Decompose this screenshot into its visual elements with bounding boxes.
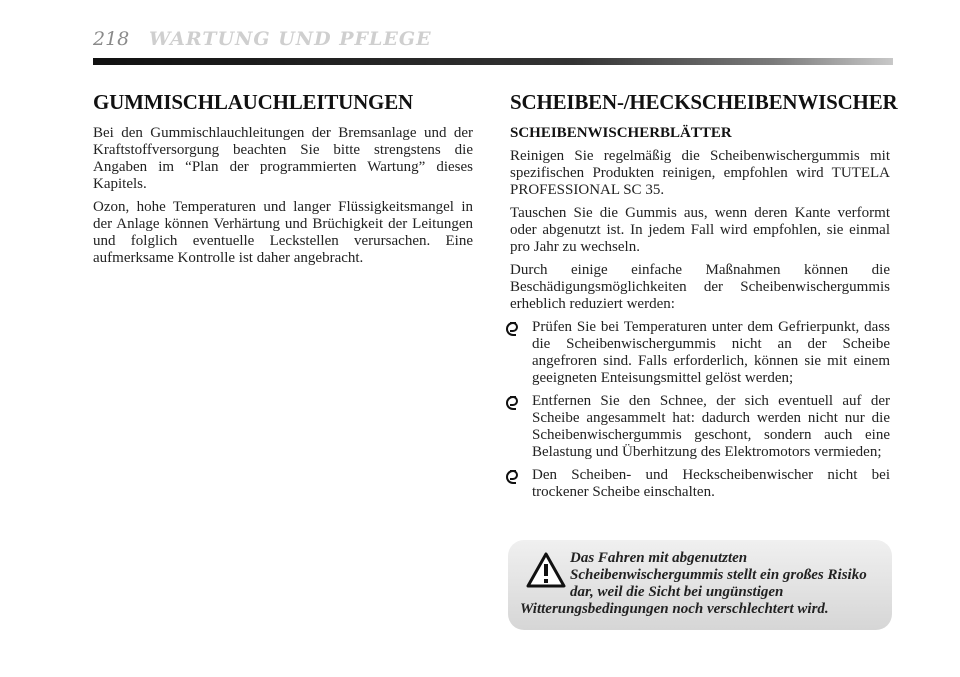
warning-text: Das Fahren mit abgenutzten Scheibenwischergummis stellt ein großes Risiko dar, weil die Sicht bei ungünstigen Witterungsbedingungen noch verschlechtert wird. — [520, 550, 867, 617]
paragraph-hoses-2: Ozon, hohe Temperaturen und langer Flüssigkeitsmangel in der Anlage können Verhärtung und Brüchigkeit der Leitungen und folglich eventuelle Leckstellen verursachen. Eine aufmerksame Kontrolle ist daher angebracht. — [93, 199, 473, 266]
list-item — [510, 467, 890, 501]
warning-text-block — [520, 550, 880, 618]
section-title: WARTUNG UND PFLEGE — [149, 28, 432, 50]
paragraph-hoses-1: Bei den Gummischlauchleitungen der Bremsanlage und der Kraftstoffversorgung beachten Sie bitte strengstens die Angaben im “Plan der programmierten Wartung” dieses Kapitels. — [93, 125, 473, 192]
heading-wipers: SCHEIBEN-/HECKSCHEIBENWISCHER — [510, 90, 898, 114]
warning-box — [508, 540, 892, 630]
bullet-text: Den Scheiben- und Heckscheibenwischer nicht bei trockener Scheibe einschalten. — [532, 467, 890, 500]
bullet-icon — [510, 322, 518, 332]
bullet-icon — [510, 396, 518, 406]
bullet-list — [510, 319, 890, 501]
paragraph-wipers-2: Tauschen Sie die Gummis aus, wenn deren Kante verformt oder abgenutzt ist. In jedem Fall wird empfohlen, sie einmal pro Jahr zu wechseln. — [510, 205, 890, 255]
header-rule — [93, 58, 893, 65]
subheading-wiper-blades: SCHEIBENWISCHERBLÄTTER — [510, 125, 732, 141]
heading-rubber-hoses: GUMMISCHLAUCHLEITUNGEN — [93, 90, 413, 114]
right-column — [510, 90, 898, 507]
bullet-text: Entfernen Sie den Schnee, der sich eventuell auf der Scheibe angesammelt hat: dadurch werden nicht nur die Scheibenwischergummis geschont, sondern auch eine Belastung und Überhitzung des Elektromotors vermieden; — [532, 393, 890, 460]
bullet-icon — [510, 470, 518, 480]
page-number: 218 — [93, 28, 130, 50]
page-header — [93, 28, 893, 52]
paragraph-wipers-1: Reinigen Sie regelmäßig die Scheibenwischergummis mit spezifischen Produkten reinigen, empfohlen wird TUTELA PROFESSIONAL SC 35. — [510, 148, 890, 198]
paragraph-wipers-3: Durch einige einfache Maßnahmen können die Beschädigungsmöglichkeiten der Scheibenwischergummis erheblich reduziert werden: — [510, 262, 890, 312]
bullet-text: Prüfen Sie bei Temperaturen unter dem Gefrierpunkt, dass die Scheibenwischergummis nicht an der Scheibe angefroren sind. Falls erforderlich, können sie mit einem geeigneten Enteisungsmittel gelöst werden; — [532, 319, 890, 386]
list-item — [510, 319, 890, 387]
list-item — [510, 393, 890, 461]
left-column — [93, 90, 473, 273]
